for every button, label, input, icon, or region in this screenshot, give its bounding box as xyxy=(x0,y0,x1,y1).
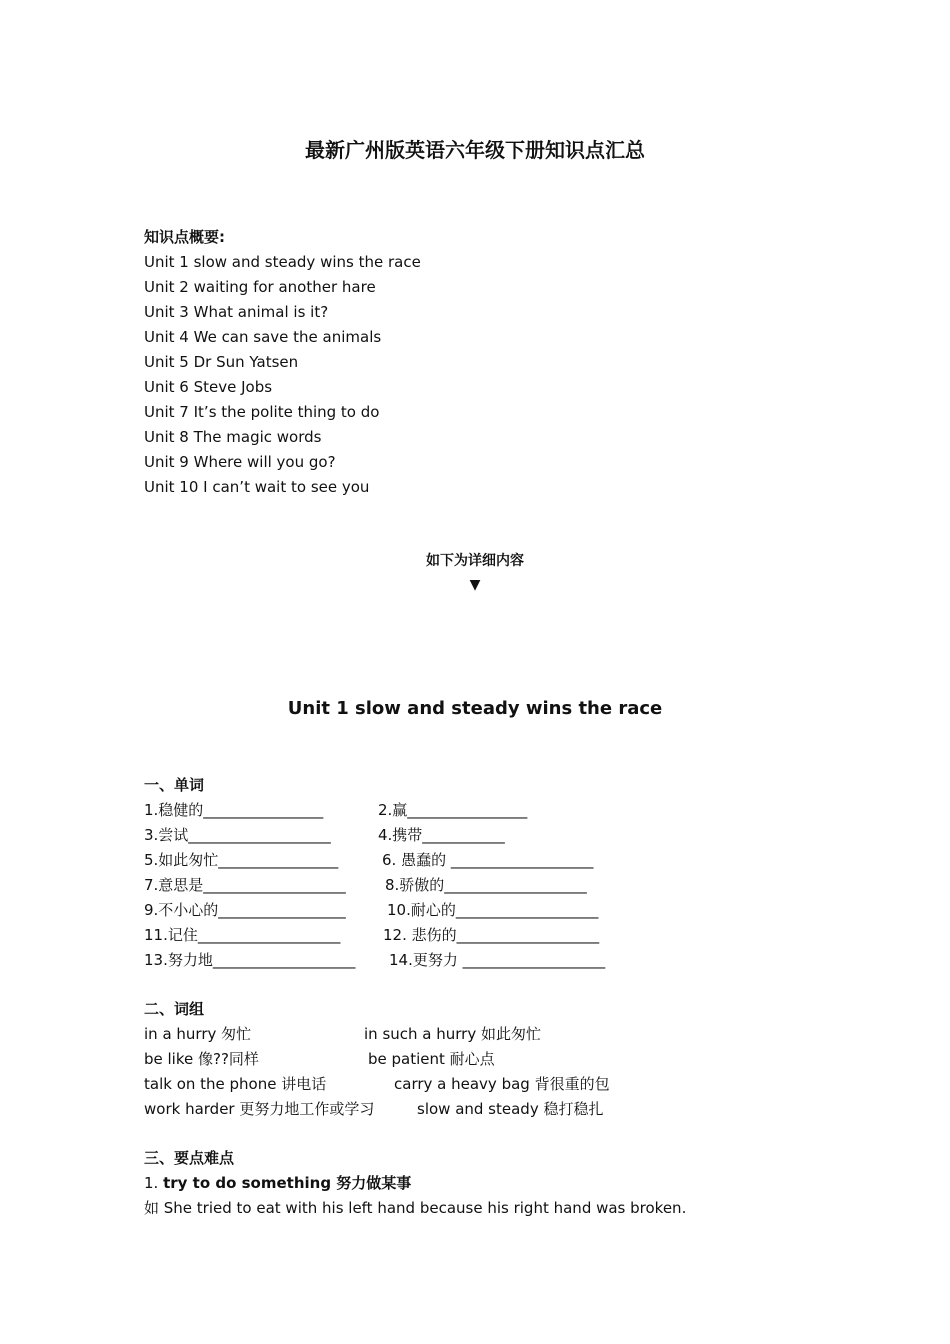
overview-unit-4: Unit 4 We can save the animals xyxy=(144,328,382,346)
key-point-phrase: try to do something 努力做某事 xyxy=(163,1174,412,1192)
key-point-example: 如 She tried to eat with his left hand because his right hand was broken. xyxy=(144,1199,687,1217)
word-item-9: 9.不小心的_________________ xyxy=(144,901,346,919)
phrase-item: slow and steady 稳打稳扎 xyxy=(417,1100,604,1118)
overview-unit-10: Unit 10 I can’t wait to see you xyxy=(144,478,370,496)
phrases-heading: 二、词组 xyxy=(144,1000,205,1018)
down-arrow-icon: ▼ xyxy=(469,577,481,593)
overview-unit-2: Unit 2 waiting for another hare xyxy=(144,278,376,296)
word-item-6: 6. 愚蠢的 ___________________ xyxy=(382,851,594,869)
phrase-item: be patient 耐心点 xyxy=(368,1050,495,1068)
unit1-title: Unit 1 slow and steady wins the race xyxy=(287,698,663,719)
word-item-4: 4.携带___________ xyxy=(378,826,505,844)
word-item-11: 11.记住___________________ xyxy=(144,926,341,944)
document-title: 最新广州版英语六年级下册知识点汇总 xyxy=(305,138,645,162)
phrase-item: work harder 更努力地工作或学习 xyxy=(144,1100,375,1118)
word-item-14: 14.更努力 ___________________ xyxy=(389,951,606,969)
phrase-item: in a hurry 匆忙 xyxy=(144,1025,252,1043)
overview-heading: 知识点概要: xyxy=(144,228,225,246)
overview-unit-5: Unit 5 Dr Sun Yatsen xyxy=(144,353,299,371)
key-point-number: 1. xyxy=(144,1174,164,1192)
overview-unit-8: Unit 8 The magic words xyxy=(144,428,322,446)
phrase-item: be like 像??同样 xyxy=(144,1050,259,1068)
word-item-1: 1.稳健的________________ xyxy=(144,801,324,819)
word-item-12: 12. 悲伤的___________________ xyxy=(383,926,600,944)
word-item-10: 10.耐心的___________________ xyxy=(387,901,599,919)
overview-unit-6: Unit 6 Steve Jobs xyxy=(144,378,273,396)
key-point-item-1 xyxy=(144,1173,411,1193)
words-heading: 一、单词 xyxy=(144,776,205,794)
overview-unit-7: Unit 7 It’s the polite thing to do xyxy=(144,403,380,421)
overview-unit-1: Unit 1 slow and steady wins the race xyxy=(144,253,421,271)
key-points-heading: 三、要点难点 xyxy=(144,1149,235,1167)
phrase-item: carry a heavy bag 背很重的包 xyxy=(394,1075,610,1093)
word-item-5: 5.如此匆忙________________ xyxy=(144,851,339,869)
word-item-3: 3.尝试___________________ xyxy=(144,826,331,844)
phrase-item: in such a hurry 如此匆忙 xyxy=(364,1025,541,1043)
overview-unit-9: Unit 9 Where will you go? xyxy=(144,453,336,471)
overview-unit-3: Unit 3 What animal is it? xyxy=(144,303,329,321)
detail-note: 如下为详细内容 xyxy=(426,553,524,569)
word-item-7: 7.意思是___________________ xyxy=(144,876,346,894)
word-item-8: 8.骄傲的___________________ xyxy=(385,876,587,894)
word-item-2: 2.赢________________ xyxy=(378,801,528,819)
word-item-13: 13.努力地___________________ xyxy=(144,951,356,969)
phrase-item: talk on the phone 讲电话 xyxy=(144,1075,327,1093)
